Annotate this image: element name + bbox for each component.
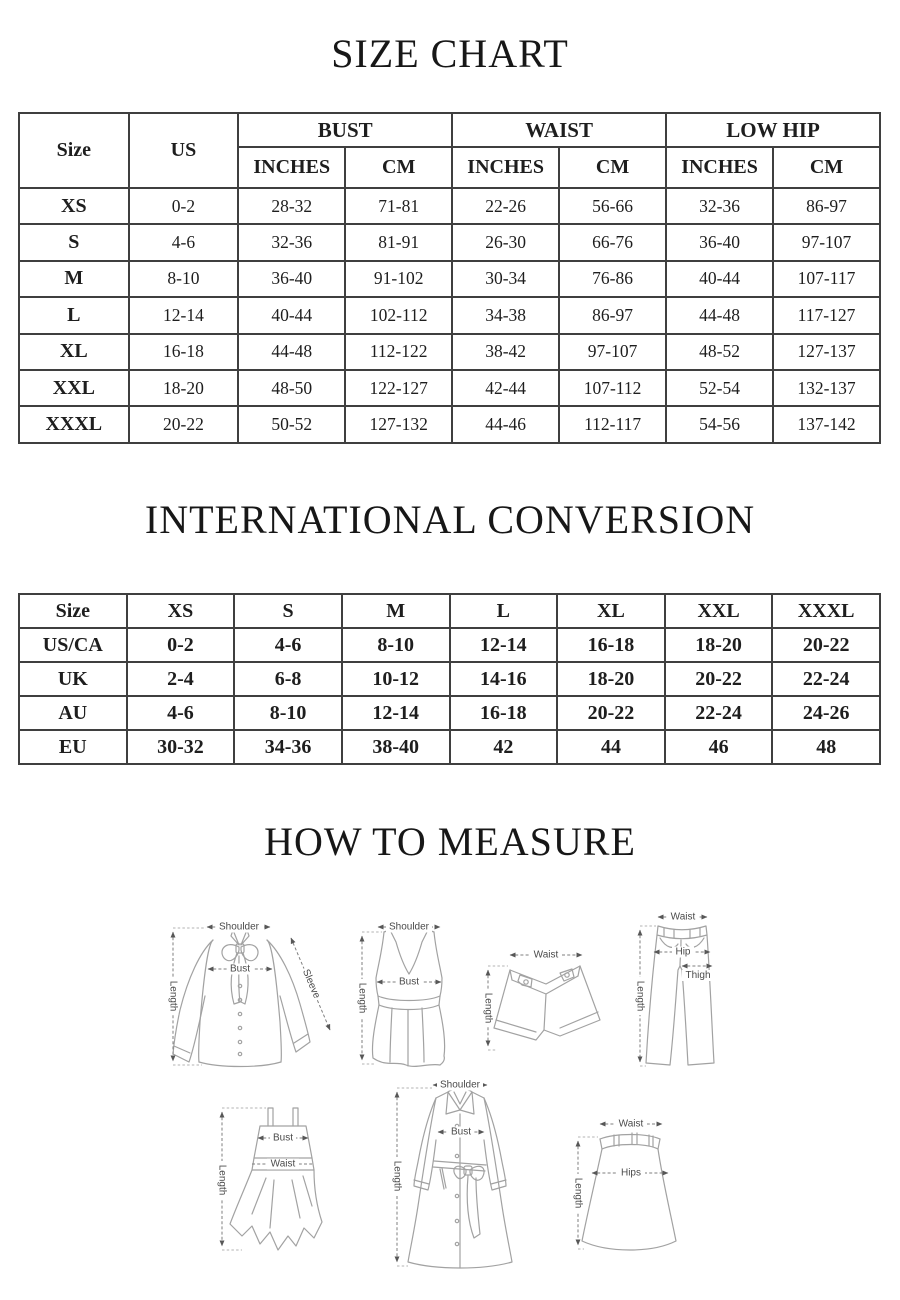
coat-outline	[408, 1089, 512, 1268]
cell: 97-107	[773, 224, 880, 260]
cell: 71-81	[345, 188, 452, 224]
cell: 16-18	[129, 334, 239, 370]
measure-line-bust	[377, 977, 441, 988]
cell: 4-6	[129, 224, 239, 260]
cell: 46	[665, 730, 773, 764]
tank-top-diagram	[352, 918, 460, 1070]
cell: 52-54	[666, 370, 773, 406]
cell: 10-12	[342, 662, 450, 696]
label-bust: Bust	[229, 963, 251, 975]
table-row	[19, 261, 880, 297]
measure-line-hips	[592, 1168, 668, 1179]
cell: 16-18	[450, 696, 558, 730]
measure-line-waist	[510, 950, 582, 961]
cell: 16-18	[557, 628, 665, 662]
cell: 8-10	[234, 696, 342, 730]
dress-outline	[230, 1108, 322, 1250]
cell: 4-6	[234, 628, 342, 662]
size-chart-table-head	[19, 113, 880, 188]
table-row	[19, 730, 880, 764]
cell: 12-14	[342, 696, 450, 730]
international-conversion-table	[18, 593, 881, 765]
cell: 18-20	[557, 662, 665, 696]
table-row	[19, 224, 880, 260]
cell: 42	[450, 730, 558, 764]
label-length: Length	[216, 1164, 228, 1196]
cell: 132-137	[773, 370, 880, 406]
intl-table-head	[19, 594, 880, 628]
header-cell: INCHES	[666, 147, 773, 188]
label-thigh: Thigh	[685, 970, 711, 981]
cell: 22-26	[452, 188, 559, 224]
measure-line-shoulder	[433, 1080, 487, 1091]
shorts-diagram	[478, 942, 616, 1057]
cell: 20-22	[665, 662, 773, 696]
cell: 6-8	[234, 662, 342, 696]
size-chart-table	[18, 112, 881, 444]
label-waist: Waist	[270, 1158, 296, 1170]
table-row	[19, 696, 880, 730]
how-to-measure-title: HOW TO MEASURE	[264, 819, 636, 864]
cell: 0-2	[127, 628, 235, 662]
row-header-cell: S	[19, 224, 129, 260]
label-length: Length	[634, 980, 646, 1012]
cell: 44	[557, 730, 665, 764]
cell: 24-26	[772, 696, 880, 730]
cell: 91-102	[345, 261, 452, 297]
measure-line-sleeve	[291, 938, 330, 1030]
cell: 4-6	[127, 696, 235, 730]
row-header-cell: AU	[19, 696, 127, 730]
header-cell: BUST	[238, 113, 452, 147]
label-length: Length	[482, 992, 494, 1024]
measure-line-length	[168, 928, 207, 1065]
cell: 107-117	[773, 261, 880, 297]
measure-line-length	[483, 966, 509, 1050]
measure-line-bust	[208, 964, 272, 975]
cell: 112-117	[559, 406, 666, 442]
cell: 20-22	[557, 696, 665, 730]
label-waist: Waist	[670, 911, 696, 923]
blouse-outline	[173, 928, 310, 1067]
cell: 127-132	[345, 406, 452, 442]
cell: 32-36	[666, 188, 773, 224]
table-row	[19, 594, 880, 628]
header-cell: INCHES	[452, 147, 559, 188]
cell: 36-40	[238, 261, 345, 297]
table-row	[19, 628, 880, 662]
label-length: Length	[356, 982, 368, 1014]
cell: 30-34	[452, 261, 559, 297]
header-cell: XS	[127, 594, 235, 628]
cell: 2-4	[127, 662, 235, 696]
header-cell: WAIST	[452, 113, 666, 147]
label-shoulder: Shoulder	[388, 921, 430, 933]
label-shoulder: Shoulder	[439, 1079, 481, 1091]
table-row	[19, 662, 880, 696]
cell: 18-20	[665, 628, 773, 662]
measure-line-waist	[600, 1119, 662, 1130]
pants-diagram	[632, 908, 727, 1073]
measure-line-length	[635, 926, 657, 1066]
cell: 66-76	[559, 224, 666, 260]
label-waist: Waist	[618, 1118, 644, 1130]
label-bust: Bust	[398, 976, 420, 988]
cell: 22-24	[772, 662, 880, 696]
cell: 38-40	[342, 730, 450, 764]
label-length: Length	[572, 1177, 584, 1209]
label-hip: Hip	[675, 946, 691, 958]
header-cell: XXL	[665, 594, 773, 628]
row-header-cell: EU	[19, 730, 127, 764]
skirt-diagram	[568, 1115, 690, 1260]
size-chart-title: SIZE CHART	[331, 31, 569, 76]
cell: 30-32	[127, 730, 235, 764]
cell: 8-10	[342, 628, 450, 662]
cell: 38-42	[452, 334, 559, 370]
cell: 48-52	[666, 334, 773, 370]
table-row	[19, 370, 880, 406]
cell: 34-36	[234, 730, 342, 764]
cell: 50-52	[238, 406, 345, 442]
label-bust: Bust	[272, 1132, 294, 1144]
label-bust: Bust	[450, 1126, 472, 1138]
cell: 86-97	[773, 188, 880, 224]
measure-line-hip	[654, 947, 710, 958]
row-header-cell: XXXL	[19, 406, 129, 442]
header-cell: Size	[19, 594, 127, 628]
header-cell: Size	[19, 113, 129, 188]
header-cell: LOW HIP	[666, 113, 880, 147]
cell: 44-46	[452, 406, 559, 442]
cell: 137-142	[773, 406, 880, 442]
cell: 107-112	[559, 370, 666, 406]
row-header-cell: XXL	[19, 370, 129, 406]
cell: 18-20	[129, 370, 239, 406]
cell: 117-127	[773, 297, 880, 333]
row-header-cell: XS	[19, 188, 129, 224]
row-header-cell: US/CA	[19, 628, 127, 662]
cell: 86-97	[559, 297, 666, 333]
blouse-diagram	[158, 912, 338, 1074]
measure-line-shoulder	[207, 922, 270, 933]
cell: 102-112	[345, 297, 452, 333]
cell: 26-30	[452, 224, 559, 260]
cell: 42-44	[452, 370, 559, 406]
cell: 44-48	[666, 297, 773, 333]
cell: 12-14	[129, 297, 239, 333]
cell: 28-32	[238, 188, 345, 224]
cell: 48-50	[238, 370, 345, 406]
cell: 36-40	[666, 224, 773, 260]
dress-diagram	[208, 1098, 350, 1263]
cell: 40-44	[238, 297, 345, 333]
cell: 20-22	[129, 406, 239, 442]
header-cell: M	[342, 594, 450, 628]
table-row	[19, 406, 880, 442]
label-sleeve: Sleeve	[299, 967, 323, 1001]
cell: 56-66	[559, 188, 666, 224]
header-cell: CM	[773, 147, 880, 188]
cell: 14-16	[450, 662, 558, 696]
label-waist: Waist	[533, 949, 559, 961]
international-conversion-title: INTERNATIONAL CONVERSION	[144, 497, 756, 542]
row-header-cell: UK	[19, 662, 127, 696]
label-length: Length	[391, 1160, 403, 1192]
header-cell: S	[234, 594, 342, 628]
cell: 34-38	[452, 297, 559, 333]
measure-line-length	[217, 1108, 267, 1250]
header-cell: INCHES	[238, 147, 345, 188]
cell: 127-137	[773, 334, 880, 370]
tank-outline	[372, 930, 444, 1066]
header-cell: US	[129, 113, 239, 188]
measure-line-bust	[258, 1133, 308, 1144]
row-header-cell: M	[19, 261, 129, 297]
table-row	[19, 113, 880, 147]
cell: 0-2	[129, 188, 239, 224]
cell: 20-22	[772, 628, 880, 662]
cell: 12-14	[450, 628, 558, 662]
coat-diagram	[388, 1076, 530, 1274]
measure-line-bust	[438, 1127, 484, 1138]
cell: 48	[772, 730, 880, 764]
table-row	[19, 297, 880, 333]
cell: 112-122	[345, 334, 452, 370]
label-shoulder: Shoulder	[218, 921, 260, 933]
row-header-cell: L	[19, 297, 129, 333]
measure-line-waist	[658, 912, 707, 923]
skirt-outline	[582, 1133, 676, 1250]
measure-line-waist	[252, 1159, 314, 1170]
shorts-outline	[494, 966, 600, 1040]
header-cell: CM	[559, 147, 666, 188]
header-cell: XXXL	[772, 594, 880, 628]
cell: 81-91	[345, 224, 452, 260]
table-row	[19, 334, 880, 370]
header-cell: CM	[345, 147, 452, 188]
measure-line-shoulder	[378, 922, 440, 933]
cell: 32-36	[238, 224, 345, 260]
header-cell: L	[450, 594, 558, 628]
label-length: Length	[167, 980, 179, 1012]
cell: 54-56	[666, 406, 773, 442]
cell: 22-24	[665, 696, 773, 730]
cell: 97-107	[559, 334, 666, 370]
cell: 76-86	[559, 261, 666, 297]
cell: 8-10	[129, 261, 239, 297]
table-row	[19, 188, 880, 224]
cell: 40-44	[666, 261, 773, 297]
cell: 44-48	[238, 334, 345, 370]
label-hips: Hips	[620, 1167, 642, 1179]
header-cell: XL	[557, 594, 665, 628]
measure-line-length	[573, 1137, 599, 1249]
row-header-cell: XL	[19, 334, 129, 370]
cell: 122-127	[345, 370, 452, 406]
